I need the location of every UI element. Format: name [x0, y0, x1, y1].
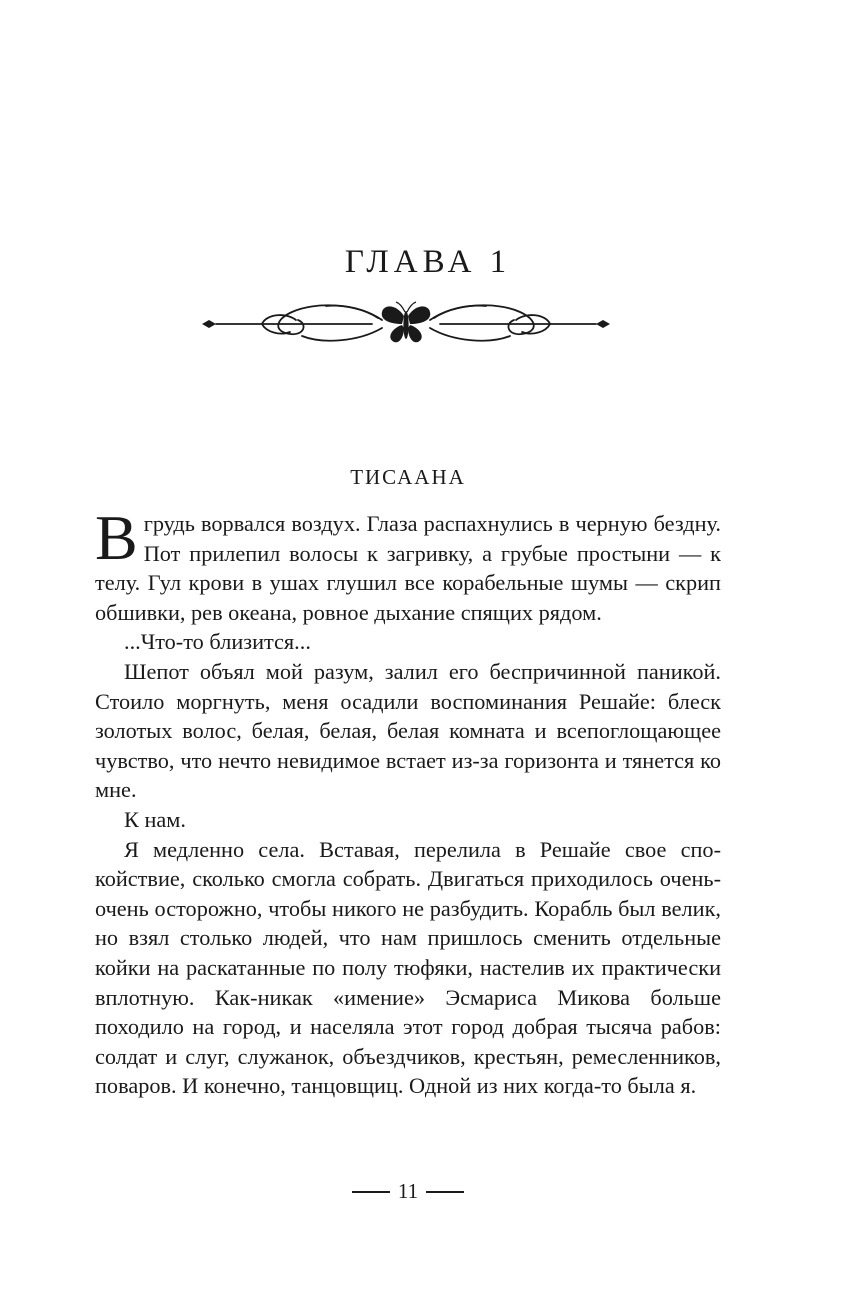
drop-cap: В: [95, 502, 138, 573]
dash-left: [352, 1191, 390, 1193]
paragraph: Шепот объял мой разум, залил его беспричинной паникой. Стоило моргнуть, меня осадили воспоминания Решайе: блеск золотых волос, белая, белая, белая комната и всепоглощающее чувство, что нечто невидимое встает из-за горизонта и тянется ко мне.: [95, 658, 721, 803]
body-text: [95, 502, 721, 1101]
page-number: [0, 1178, 816, 1204]
paragraph: [95, 502, 721, 627]
dash-right: [426, 1191, 464, 1193]
paragraph: Я медленно села. Вставая, перелила в Решайе свое спокойствие, сколько смогла собрать. Двигаться приходилось очень-очень осторожно, чтобы никого не разбудить. Корабль был велик, но взял столько людей, что нам пришлось сменить отдельные койки на раскатанные по полу тюфяки, настелив их практически вплотную. Как-никак «имение» Эсмариса Микова больше походило на город, и населяла этот город добрая тысяча рабов: солдат и слуг, служанок, объездчиков, крестьян, ремесленников, поваров. И конечно, танцовщиц. Одной из них когда-то была я.: [95, 836, 721, 1099]
butterfly-flourish-icon: [196, 298, 616, 348]
paragraph-text: грудь ворвался воздух. Глаза распахнулись в черную бездну. Пот прилепил волосы к загривку, а грубые простыни — к телу. Гул крови в ушах глушил все корабельные шумы — скрип обшивки, рев океана, ровное дыхание спящих рядом.: [95, 511, 721, 625]
chapter-title: ГЛАВА 1: [344, 244, 512, 280]
paragraph: К нам.: [124, 806, 186, 832]
pov-title: ТИСААНА: [350, 465, 466, 489]
page-number-value: 11: [397, 1179, 419, 1203]
paragraph: ...Что-то близится...: [124, 629, 311, 655]
